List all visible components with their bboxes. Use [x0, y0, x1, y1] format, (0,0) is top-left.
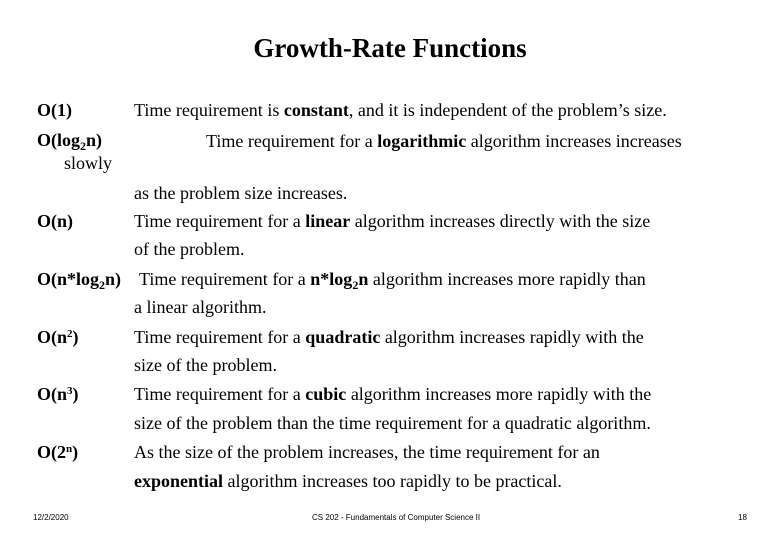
label-on2: $O(n^2)$ — [37, 327, 79, 347]
label-on3: $O(n^3)$ — [37, 384, 79, 404]
desc-onlogn: Time requirement for a $n*\log_2n$ algorithm increases more rapidly than — [139, 269, 646, 292]
desc-on2: Time requirement for a quadratic algorithm increases rapidly with the — [134, 327, 644, 347]
label-o1: O(1) — [37, 100, 72, 120]
desc-on-cont: of the problem. — [134, 239, 245, 259]
desc-ologn-wrap: slowly — [64, 153, 113, 173]
desc-o1: Time requirement is constant, and it is independent of the problem’s size. — [134, 100, 667, 120]
desc-onlogn-cont: a linear algorithm. — [134, 297, 267, 317]
footer-date: 12/2/2020 — [33, 513, 69, 522]
desc-on3: Time requirement for a cubic algorithm increases more rapidly with the — [134, 384, 652, 404]
desc-o2n-cont: exponential algorithm increases too rapidly to be practical. — [134, 471, 562, 491]
desc-o2n: As the size of the problem increases, the time requirement for an — [134, 442, 600, 462]
label-o2n: O(2$^n$) — [37, 442, 79, 462]
desc-on: Time requirement for a linear algorithm increases directly with the size — [134, 211, 651, 231]
slide-title: Growth-Rate Functions — [253, 33, 527, 63]
desc-on3-cont: size of the problem than the time requirement for a quadratic algorithm. — [134, 413, 651, 433]
label-ologn: $O(\log_2n)$ — [37, 130, 103, 153]
label-on: O(n) — [37, 211, 73, 231]
footer-page-number: 18 — [738, 513, 747, 522]
label-onlogn: $O(n*\log_2n)$ — [37, 269, 122, 292]
desc-ologn-cont: as the problem size increases. — [134, 183, 348, 203]
footer-course: CS 202 - Fundamentals of Computer Science II — [312, 513, 481, 522]
desc-ologn: Time requirement for a logarithmic algorithm increases increases — [206, 131, 682, 151]
desc-on2-cont: size of the problem. — [134, 355, 277, 375]
